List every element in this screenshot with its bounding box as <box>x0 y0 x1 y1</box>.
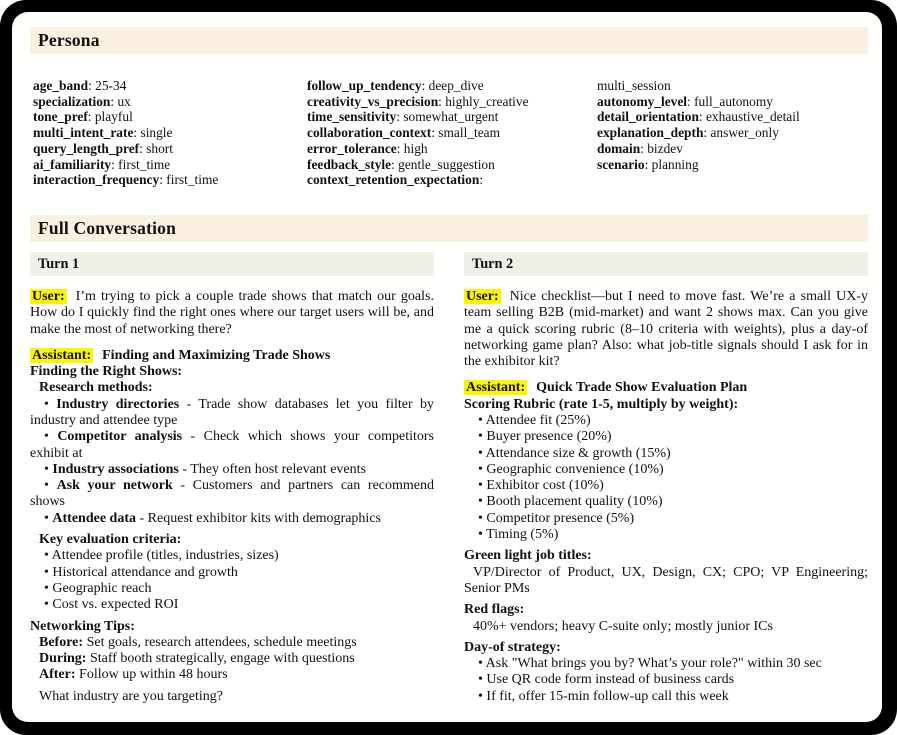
block-subheading: Research methods: <box>39 380 153 396</box>
persona-item: tone_pref: playful <box>33 109 133 125</box>
persona-column <box>597 78 868 188</box>
block-bullet: • Historical attendance and growth <box>44 564 238 580</box>
block-heading: Finding the Right Shows: <box>30 364 183 380</box>
conversation-section-title: Full Conversation <box>38 217 177 238</box>
persona-key: feedback_style <box>307 156 392 172</box>
kv-label: Before: <box>39 634 84 650</box>
persona-key: follow_up_tendency <box>307 78 422 93</box>
block-bullet: • Cost vs. expected ROI <box>44 597 179 613</box>
persona-item: query_length_pref: short <box>33 140 173 156</box>
block-bullet: • Buyer presence (20%) <box>478 429 612 445</box>
assistant-message-title: Quick Trade Show Evaluation Plan <box>536 380 748 396</box>
persona-item: error_tolerance: high <box>307 140 428 156</box>
persona-item: feedback_style: gentle_suggestion <box>307 156 495 172</box>
block-bullet: • Ask your network - Customers and partners can recommend shows <box>30 478 434 510</box>
turn-header <box>464 252 868 276</box>
persona-item: collaboration_context: small_team <box>307 125 501 141</box>
block-bullet: • If fit, offer 15-min follow-up call this week <box>478 688 729 704</box>
block-kv: During: Staff booth strategically, engage with questions <box>39 651 355 667</box>
turn-column <box>30 252 434 705</box>
speaker-label: Assistant: <box>32 347 92 363</box>
block-speaker: User: Nice checklist—but I need to move fast. We’re a small UX-y team selling B2B (mid-market) and want 2 shows max. Can you give me a quick scoring rubric (8–10 criteria with weights), plus a day-of networking game plan? Also: what job-title signals should I ask for in the exhibitor kit? <box>464 288 868 370</box>
block-bullet: • Industry directories - Trade show databases let you filter by industry and attendee type <box>30 396 435 428</box>
persona-item: context_retention_expectation: <box>307 172 484 188</box>
block-indent: 40%+ vendors; heavy C-suite only; mostly junior ICs <box>473 618 773 634</box>
turn-label: Turn 2 <box>472 255 514 272</box>
block-bullet: • Industry associations - They often host relevant events <box>44 461 366 477</box>
persona-item: follow_up_tendency: deep_dive <box>307 78 484 93</box>
block-heading: Scoring Rubric (rate 1-5, multiply by weight): <box>464 396 739 412</box>
persona-key: context_retention_expectation <box>307 172 480 188</box>
block-speaker-title <box>464 380 868 396</box>
persona-item: multi_intent_rate: single <box>33 125 173 141</box>
persona-item: age_band: 25-34 <box>33 78 127 93</box>
block-indent: VP/Director of Product, UX, Design, CX; CPO; VP Engineering; Senior PMs <box>464 564 868 596</box>
block-speaker-title <box>30 348 434 364</box>
turns <box>30 252 868 705</box>
block-heading: Red flags: <box>464 602 525 618</box>
turn-content <box>30 276 434 705</box>
block-bullet: • Attendance size & growth (15%) <box>478 445 671 461</box>
turn-content <box>464 276 868 705</box>
persona-item: multi_session <box>597 78 671 93</box>
turn-column <box>464 252 868 705</box>
persona-key: specialization <box>33 93 111 109</box>
persona-key: time_sensitivity <box>307 109 397 125</box>
speaker-label: User: <box>466 288 499 304</box>
persona-item: detail_orientation: exhaustive_detail <box>597 109 800 125</box>
persona-item: time_sensitivity: somewhat_urgent <box>307 109 499 125</box>
persona-section-title: Persona <box>38 30 100 50</box>
persona-key: multi_intent_rate <box>33 125 134 141</box>
block-speaker: User: I’m trying to pick a couple trade shows that match our goals. How do I quickly find the right ones where our target users will be, and make the most of networking there? <box>30 288 434 337</box>
persona-key: domain <box>597 140 641 156</box>
persona-section-header <box>30 27 868 54</box>
block-bullet: • Competitor presence (5%) <box>478 510 635 526</box>
block-heading: Networking Tips: <box>30 618 135 634</box>
document-page <box>12 12 882 722</box>
block-heading: Day-of strategy: <box>464 639 561 655</box>
speaker-label: Assistant: <box>466 380 526 396</box>
persona-item: ai_familiarity: first_time <box>33 156 171 172</box>
persona-item: interaction_frequency: first_time <box>33 172 219 188</box>
persona-key: creativity_vs_precision <box>307 93 439 109</box>
persona-key: age_band <box>33 78 89 93</box>
persona-grid <box>33 78 868 188</box>
speaker-label: User: <box>32 288 65 304</box>
bullet-lead: Attendee data <box>52 510 137 526</box>
persona-key: autonomy_level <box>597 93 688 109</box>
block-bullet: • Use QR code form instead of business cards <box>478 672 735 688</box>
block-indent: What industry are you targeting? <box>39 688 224 704</box>
persona-key: explanation_depth <box>597 125 704 141</box>
block-bullet: • Booth placement quality (10%) <box>478 494 663 510</box>
turn-label: Turn 1 <box>38 255 80 272</box>
bullet-lead: Industry associations <box>52 461 179 477</box>
persona-item: explanation_depth: answer_only <box>597 125 779 141</box>
persona-key: ai_familiarity <box>33 156 112 172</box>
block-bullet: • Attendee profile (titles, industries, sizes) <box>44 548 279 564</box>
block-bullet: • Attendee fit (25%) <box>478 413 591 428</box>
bullet-lead: Ask your network <box>56 478 173 494</box>
persona-key: collaboration_context <box>307 125 432 141</box>
persona-key: interaction_frequency <box>33 172 160 188</box>
persona-column <box>307 78 597 188</box>
persona-column <box>33 78 307 188</box>
block-bullet: • Exhibitor cost (10%) <box>478 478 604 494</box>
conversation-section-header <box>30 215 868 242</box>
persona-item: specialization: ux <box>33 93 131 109</box>
block-subheading: Key evaluation criteria: <box>39 532 182 548</box>
persona-key: error_tolerance <box>307 140 397 156</box>
kv-label: During: <box>39 651 87 667</box>
block-kv: Before: Set goals, research attendees, schedule meetings <box>39 634 357 650</box>
persona-key: query_length_pref <box>33 140 140 156</box>
persona-key: tone_pref <box>33 109 88 125</box>
bullet-lead: Industry directories <box>56 396 180 412</box>
bullet-lead: Competitor analysis <box>57 429 183 445</box>
block-bullet: • Ask "What brings you by? What’s your role?" within 30 sec <box>478 656 822 672</box>
turn-header <box>30 252 434 276</box>
kv-label: After: <box>39 667 76 683</box>
block-bullet: • Geographic convenience (10%) <box>478 461 664 477</box>
block-kv: After: Follow up within 48 hours <box>39 667 228 683</box>
persona-item: domain: bizdev <box>597 140 683 156</box>
block-bullet: • Attendee data - Request exhibitor kits with demographics <box>44 510 381 526</box>
block-bullet: • Timing (5%) <box>478 527 559 543</box>
persona-key: detail_orientation <box>597 109 699 125</box>
persona-item: creativity_vs_precision: highly_creative <box>307 93 529 109</box>
block-bullet: • Geographic reach <box>44 580 152 596</box>
persona-key: scenario <box>597 156 645 172</box>
block-bullet: • Competitor analysis - Check which shows your competitors exhibit at <box>30 429 434 461</box>
persona-item: scenario: planning <box>597 156 699 172</box>
block-heading: Green light job titles: <box>464 548 592 564</box>
assistant-message-title: Finding and Maximizing Trade Shows <box>102 347 331 363</box>
persona-item: autonomy_level: full_autonomy <box>597 93 773 109</box>
